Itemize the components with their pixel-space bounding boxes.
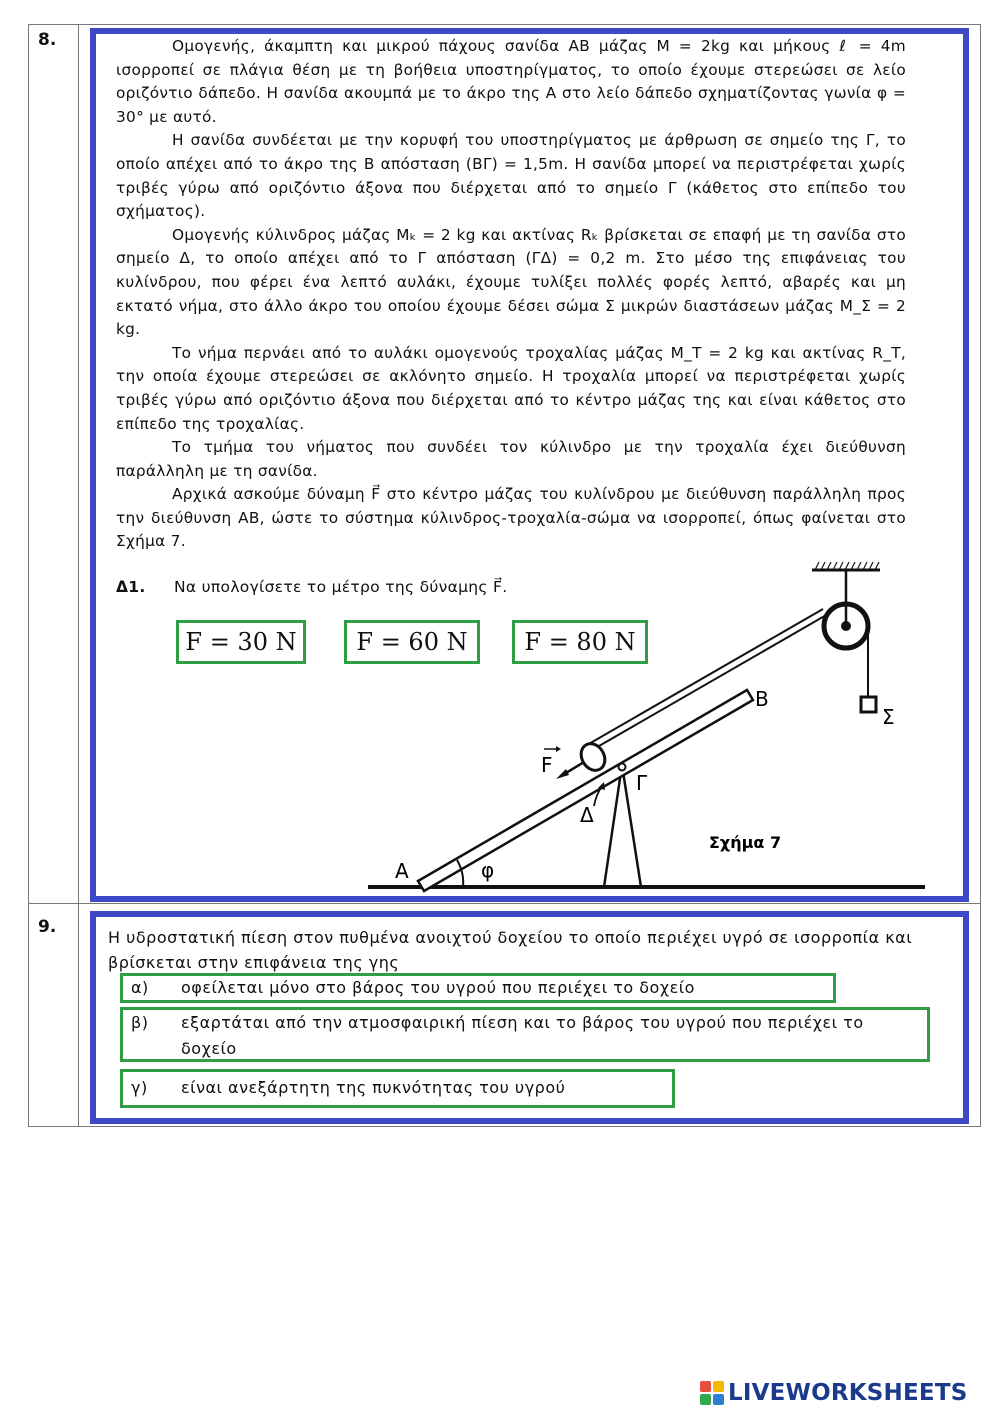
question-8-number: 8. xyxy=(38,30,57,50)
paragraph-3: Ομογενής κύλινδρος μάζας Μₖ = 2 kg και ακτίνας Rₖ βρίσκεται σε επαφή με τη σανίδα στο σημείο Δ, το οποίο απέχει από το Γ απόσταση (ΓΔ) = 0,2 m. Στο μέσο της επιφάνειας του κυλίνδρου, που φέρει ένα λεπτό αυλάκι, έχουμε τυλίξει πολλές φορές λεπτό, αβαρές και μη εκτατό νήμα, στο άλλο άκρο του οποίου έχουμε δέσει σώμα Σ μικρών διαστάσεων μάζας Μ_Σ = 2 kg. xyxy=(116,225,906,339)
answer-option-b[interactable] xyxy=(120,1007,930,1062)
question-9-number: 9. xyxy=(38,917,57,937)
paragraph-6: Αρχικά ασκούμε δύναμη F⃗ στο κέντρο μάζας του κυλίνδρου με διεύθυνση παράλληλη προς την διεύθυνση ΑΒ, ώστε το σύστημα κύλινδρος-τροχαλία-σώμα να ισορροπεί, όπως φαίνεται στο Σχήμα 7. xyxy=(116,485,906,551)
pulley-axle xyxy=(841,621,851,631)
answer-option-a[interactable] xyxy=(120,973,836,1003)
label-sigma: Σ xyxy=(882,705,895,729)
question-9-text: Η υδροστατική πίεση στον πυθμένα ανοιχτού δοχείου το οποίο περιέχει υγρό σε ισορροπία και βρίσκεται στην επιφάνεια της γης xyxy=(108,928,913,972)
paragraph-1: Ομογενής, άκαμπτη και μικρού πάχους σανίδα ΑΒ μάζας Μ = 2kg και μήκους ℓ = 4m ισορροπεί σε πλάγια θέση με τη βοήθεια υποστηρίγματος, το οποίο έχουμε στερεώσει σε λείο οριζόντιο δάπεδο. Η σανίδα ακουμπά με το άκρο της Α στο λείο δάπεδο σχηματίζοντας γωνία φ = 30° με αυτό. xyxy=(116,37,906,126)
mass-sigma xyxy=(861,697,876,712)
answer-option-f60[interactable]: F = 60 N xyxy=(344,620,480,664)
cylinder xyxy=(576,739,609,774)
force-arrowhead xyxy=(556,769,569,779)
label-d: Δ xyxy=(580,803,594,827)
label-b: Β xyxy=(755,687,769,711)
answer-option-c[interactable] xyxy=(120,1069,675,1108)
plank-ab xyxy=(418,690,753,891)
label-phi: φ xyxy=(481,858,495,882)
answer-a-text: οφείλεται μόνο στο βάρος του υγρού που περιέχει το δοχείο xyxy=(181,978,695,997)
logo-icon xyxy=(700,1381,724,1405)
paragraph-2: Η σανίδα συνδέεται με την κορυφή του υποστηρίγματος με άρθρωση σε σημείο της Γ, το οποίο απέχει από το άκρο της Β απόσταση (ΒΓ) = 1,5m. Η σανίδα μπορεί να περιστρέφεται χωρίς τριβές γύρω από οριζόντιο άξονα που διέρχεται από το σημείο Γ (κάθετος στο επίπεδο του σχήματος). xyxy=(116,131,906,221)
label-g: Γ xyxy=(636,771,648,795)
answer-c-label: γ) xyxy=(131,1078,148,1097)
subquestion-d1-label: Δ1. xyxy=(116,578,146,596)
hinge-point xyxy=(619,764,626,771)
answer-a-label: α) xyxy=(131,978,149,997)
label-f: F xyxy=(541,753,553,777)
label-a: Α xyxy=(395,859,409,883)
logo-text: LIVEWORKSHEETS xyxy=(728,1380,968,1406)
paragraph-5: Το τμήμα του νήματος που συνδέει τον κύλινδρο με την τροχαλία έχει διεύθυνση παράλληλη με τη σανίδα. xyxy=(116,438,906,480)
answer-b-label: β) xyxy=(131,1013,149,1032)
string-cylinder-pulley xyxy=(599,614,828,746)
answer-b-text: εξαρτάται από την ατμοσφαιρική πίεση και το βάρος του υγρού που περιέχει το δοχείο xyxy=(181,1013,864,1058)
figure-caption: Σχήμα 7 xyxy=(709,833,782,852)
answer-c-text: είναι ανεξάρτητη της πυκνότητας του υγρού xyxy=(181,1078,566,1097)
liveworksheets-logo[interactable] xyxy=(700,1378,967,1408)
answer-option-f30[interactable]: F = 30 N xyxy=(176,620,306,664)
answer-option-f80[interactable]: F = 80 N xyxy=(512,620,648,664)
paragraph-4: Το νήμα περνάει από το αυλάκι ομογενούς τροχαλίας μάζας Μ_Τ = 2 kg και ακτίνας R_Τ, την οποία έχουμε στερεώσει σε ακλόνητο σημείο. Η τροχαλία μπορεί να περιστρέφεται χωρίς τριβές γύρω από οριζόντιο άξονα που διέρχεται από το κέντρο μάζας της και είναι κάθετος στο επίπεδο της τροχαλίας. xyxy=(116,343,906,433)
subquestion-d1-text: Να υπολογίσετε το μέτρο της δύναμης F⃗. xyxy=(174,578,508,596)
